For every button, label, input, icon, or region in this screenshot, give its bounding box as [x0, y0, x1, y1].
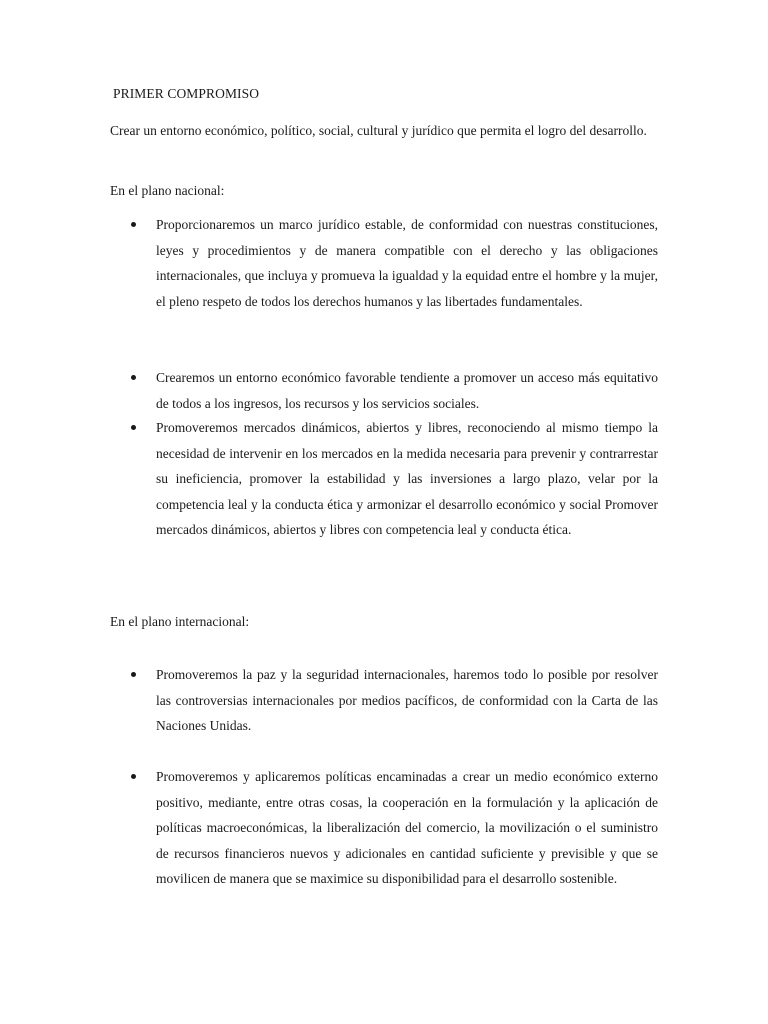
bullet-icon	[131, 774, 136, 779]
bullet-icon	[131, 672, 136, 677]
list-item-text: Promoveremos mercados dinámicos, abiertos y libres, reconociendo al mismo tiempo la necesidad de intervenir en los mercados en la medida necesaria para prevenir y contrarrestar su ineficiencia, promover la estabilidad y las inversiones a largo plazo, velar por la competencia leal y la conducta ética y armonizar el desarrollo económico y social Promover mercados dinámicos, abiertos y libres con competencia leal y conducta ética.	[156, 420, 658, 537]
list-item-text: Crearemos un entorno económico favorable tendiente a promover un acceso más equitativo de todos a los ingresos, los recursos y los servicios sociales.	[156, 370, 658, 411]
list-item-text: Proporcionaremos un marco jurídico estable, de conformidad con nuestras constituciones, leyes y procedimientos y de manera compatible con el derecho y las obligaciones internacionales, que incluya y promueva la igualdad y la equidad entre el hombre y la mujer, el pleno respeto de todos los derechos humanos y las libertades fundamentales.	[156, 217, 658, 309]
document-title: PRIMER COMPROMISO	[113, 86, 260, 101]
intro-paragraph: Crear un entorno económico, político, social, cultural y jurídico que permita el logro del desarrollo.	[110, 123, 647, 138]
list-item-text: Promoveremos y aplicaremos políticas encaminadas a crear un medio económico externo positivo, mediante, entre otras cosas, la cooperación en la formulación y la aplicación de políticas macroeconómicas, la liberalización del comercio, la movilización o el suministro de recursos financieros nuevos y adicionales en cantidad suficiente y previsible y que se movilicen de manera que se maximice su disponibilidad para el desarrollo sostenible.	[156, 769, 658, 886]
bullet-icon	[131, 222, 136, 227]
national-heading: En el plano nacional:	[110, 183, 225, 198]
bullet-icon	[131, 375, 136, 380]
bullet-icon	[131, 425, 136, 430]
list-item-text: Promoveremos la paz y la seguridad internacionales, haremos todo lo posible por resolver las controversias internacionales por medios pacíficos, de conformidad con la Carta de las Naciones Unidas.	[156, 667, 658, 733]
international-heading: En el plano internacional:	[110, 614, 250, 629]
